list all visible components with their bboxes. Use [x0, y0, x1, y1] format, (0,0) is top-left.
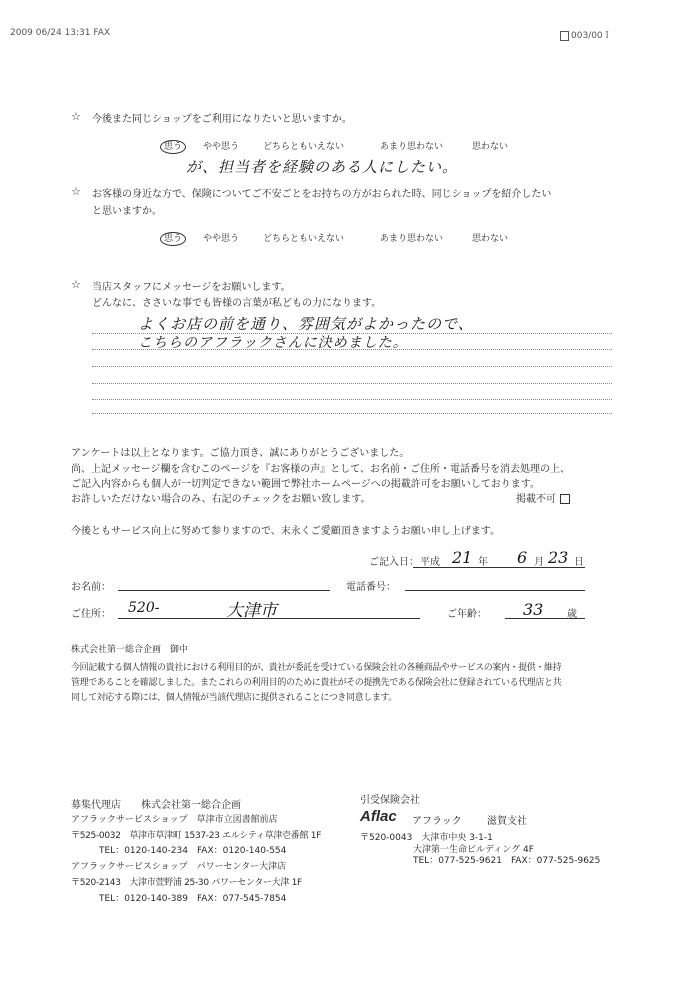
insurer-address-line1: 〒520-0043 大津市中央 3-1-1 — [360, 833, 493, 843]
q1-option-3: どちらともいえない — [263, 142, 345, 152]
closing-line1: アンケートは以上となります。ご協力頂き、誠にありがとうございました。 — [71, 448, 410, 459]
entry-date-year-unit: 年 — [478, 557, 488, 568]
closing-line3: ご記入内容からも個人が一切判定できない範囲で弊社ホームページへの掲載許可をお願いしております。 — [71, 479, 540, 490]
publish-refusal-checkbox[interactable] — [560, 494, 570, 504]
message-rule-4 — [92, 383, 612, 384]
message-rule-3 — [92, 366, 612, 367]
insurer-address-line2: 大津第一生命ビルディング 4F — [413, 845, 534, 855]
q2-option-2: やや思う — [203, 234, 240, 244]
privacy-line3: 同して対応する際には、個人情報が当該代理店に提供されることにつき同意します。 — [71, 693, 397, 703]
q2-option-5: 思わない — [472, 234, 509, 244]
insurer-title: 引受保険会社 — [360, 795, 420, 806]
entry-date-day: 23 — [548, 548, 569, 567]
shop2-name: アフラックサービスショップ パワーセンター大津店 — [71, 862, 287, 872]
q3-message-line2: こちらのアフラックさんに決めました。 — [138, 335, 408, 351]
entry-date-label: ご記入日： — [369, 557, 419, 568]
phone-field[interactable] — [405, 590, 585, 591]
q1-option-4: あまり思わない — [380, 142, 444, 152]
q2-option-3: どちらともいえない — [263, 234, 345, 244]
shop2-tel: TEL：0120-140-389 FAX：077-545-7854 — [99, 894, 287, 904]
q2-options — [160, 231, 509, 244]
star-marker-q1: ☆ — [71, 110, 81, 123]
q1-question: 今後また同じショップをご利用になりたいと思いますか。 — [92, 114, 352, 125]
q3-message-line1: よくお店の前を通り、雰囲気がよかったので、 — [138, 315, 474, 333]
privacy-line1: 今回記載する個人情報の貴社における利用目的が、貴社が委託を受けている保険会社の各種商品やサービスの案内・提供・維持 — [71, 663, 562, 673]
message-rule-2 — [92, 349, 612, 350]
star-marker-q2: ☆ — [71, 185, 81, 198]
entry-date-underline — [413, 567, 585, 568]
entry-date-month: 6 — [517, 548, 528, 567]
q2-question-line1: お客様の身近な方で、保険についてご不安ごとをお持ちの方がおられた時、同じショップを紹介したい — [92, 189, 552, 200]
q3-question-line2: どんなに、ささいな事でも皆様の言葉が私どもの力になります。 — [92, 298, 382, 309]
q2-option-4: あまり思わない — [380, 234, 444, 244]
age-unit: 歳 — [567, 609, 577, 620]
q1-option-5: 思わない — [472, 142, 509, 152]
address-field[interactable] — [118, 618, 420, 619]
age-value: 33 — [523, 600, 544, 619]
aflac-logo: Aflac — [360, 808, 397, 825]
insurer-branch: 滋賀支社 — [487, 816, 527, 827]
q2-question-line2: と思いますか。 — [92, 206, 162, 217]
entry-date-era: 平成 — [420, 557, 440, 568]
name-field[interactable] — [118, 590, 330, 591]
privacy-line2: 管理であることを確認しました。またこれらの利用目的のために貴社がその提携先である保険会社に登録されている代理店と共 — [71, 678, 562, 688]
shop1-address: 〒525-0032 草津市草津町 1537-23 エルシティ草津壱番館 1F — [71, 831, 322, 841]
message-rule-5 — [92, 399, 612, 400]
shop1-name: アフラックサービスショップ 草津市立図書館前店 — [71, 815, 278, 825]
age-field[interactable] — [505, 618, 585, 619]
q1-options — [160, 139, 509, 152]
fax-header-right — [560, 28, 612, 41]
closing-line5: 今後ともサービス向上に努めて参りますので、末永くご愛顧頂きますようお願い申し上げます。 — [71, 526, 500, 537]
closing-line2: 尚、上記メッセージ欄を含むこのページを『お客様の声』として、お名前・ご住所・電話番号を消去処理の上、 — [71, 464, 570, 475]
entry-date-month-unit: 月 — [534, 557, 544, 568]
fax-page-number: 003/00 — [571, 31, 603, 41]
insurer-tel: TEL：077-525-9621 FAX：077-525-9625 — [413, 856, 601, 866]
insurer-company: アフラック — [412, 816, 462, 827]
q2-option-selected: 思う — [160, 232, 186, 246]
privacy-addressee: 株式会社第一総合企画 御中 — [71, 645, 189, 655]
q1-handwritten-comment: が、担当者を経験のある人にしたい。 — [186, 158, 459, 176]
entry-date-year: 21 — [452, 548, 473, 567]
shop1-tel: TEL：0120-140-234 FAX：0120-140-554 — [99, 846, 287, 856]
fax-page-icon — [560, 31, 569, 41]
publish-refusal-field — [516, 490, 570, 505]
age-label: ご年齢： — [447, 609, 487, 620]
q1-option-selected: 思う — [160, 140, 186, 154]
publish-refusal-label: 掲載不可 — [516, 494, 556, 505]
name-label: お名前： — [71, 582, 111, 593]
message-rule-1 — [92, 333, 612, 334]
fax-header-left: 2009 06/24 13:31 FAX — [10, 28, 111, 38]
postal-code-value: 520- — [128, 600, 160, 616]
star-marker-q3: ☆ — [71, 278, 81, 291]
address-value: 大津市 — [226, 601, 277, 621]
q1-option-2: やや思う — [203, 142, 240, 152]
agency-title: 募集代理店 — [71, 800, 121, 811]
entry-date-day-unit: 日 — [574, 557, 584, 568]
agency-company: 株式会社第一総合企画 — [141, 800, 241, 811]
address-label: ご住所： — [71, 609, 111, 620]
fax-page-mark: Ｉ — [602, 31, 612, 41]
q3-question-line1: 当店スタッフにメッセージをお願いします。 — [92, 282, 291, 293]
message-rule-6 — [92, 413, 612, 414]
shop2-address: 〒520-2143 大津市萱野浦 25-30 パワーセンター大津 1F — [71, 878, 302, 888]
closing-line4: お許しいただけない場合のみ、右記のチェックをお願い致します。 — [71, 494, 371, 505]
phone-label: 電話番号： — [346, 582, 396, 593]
